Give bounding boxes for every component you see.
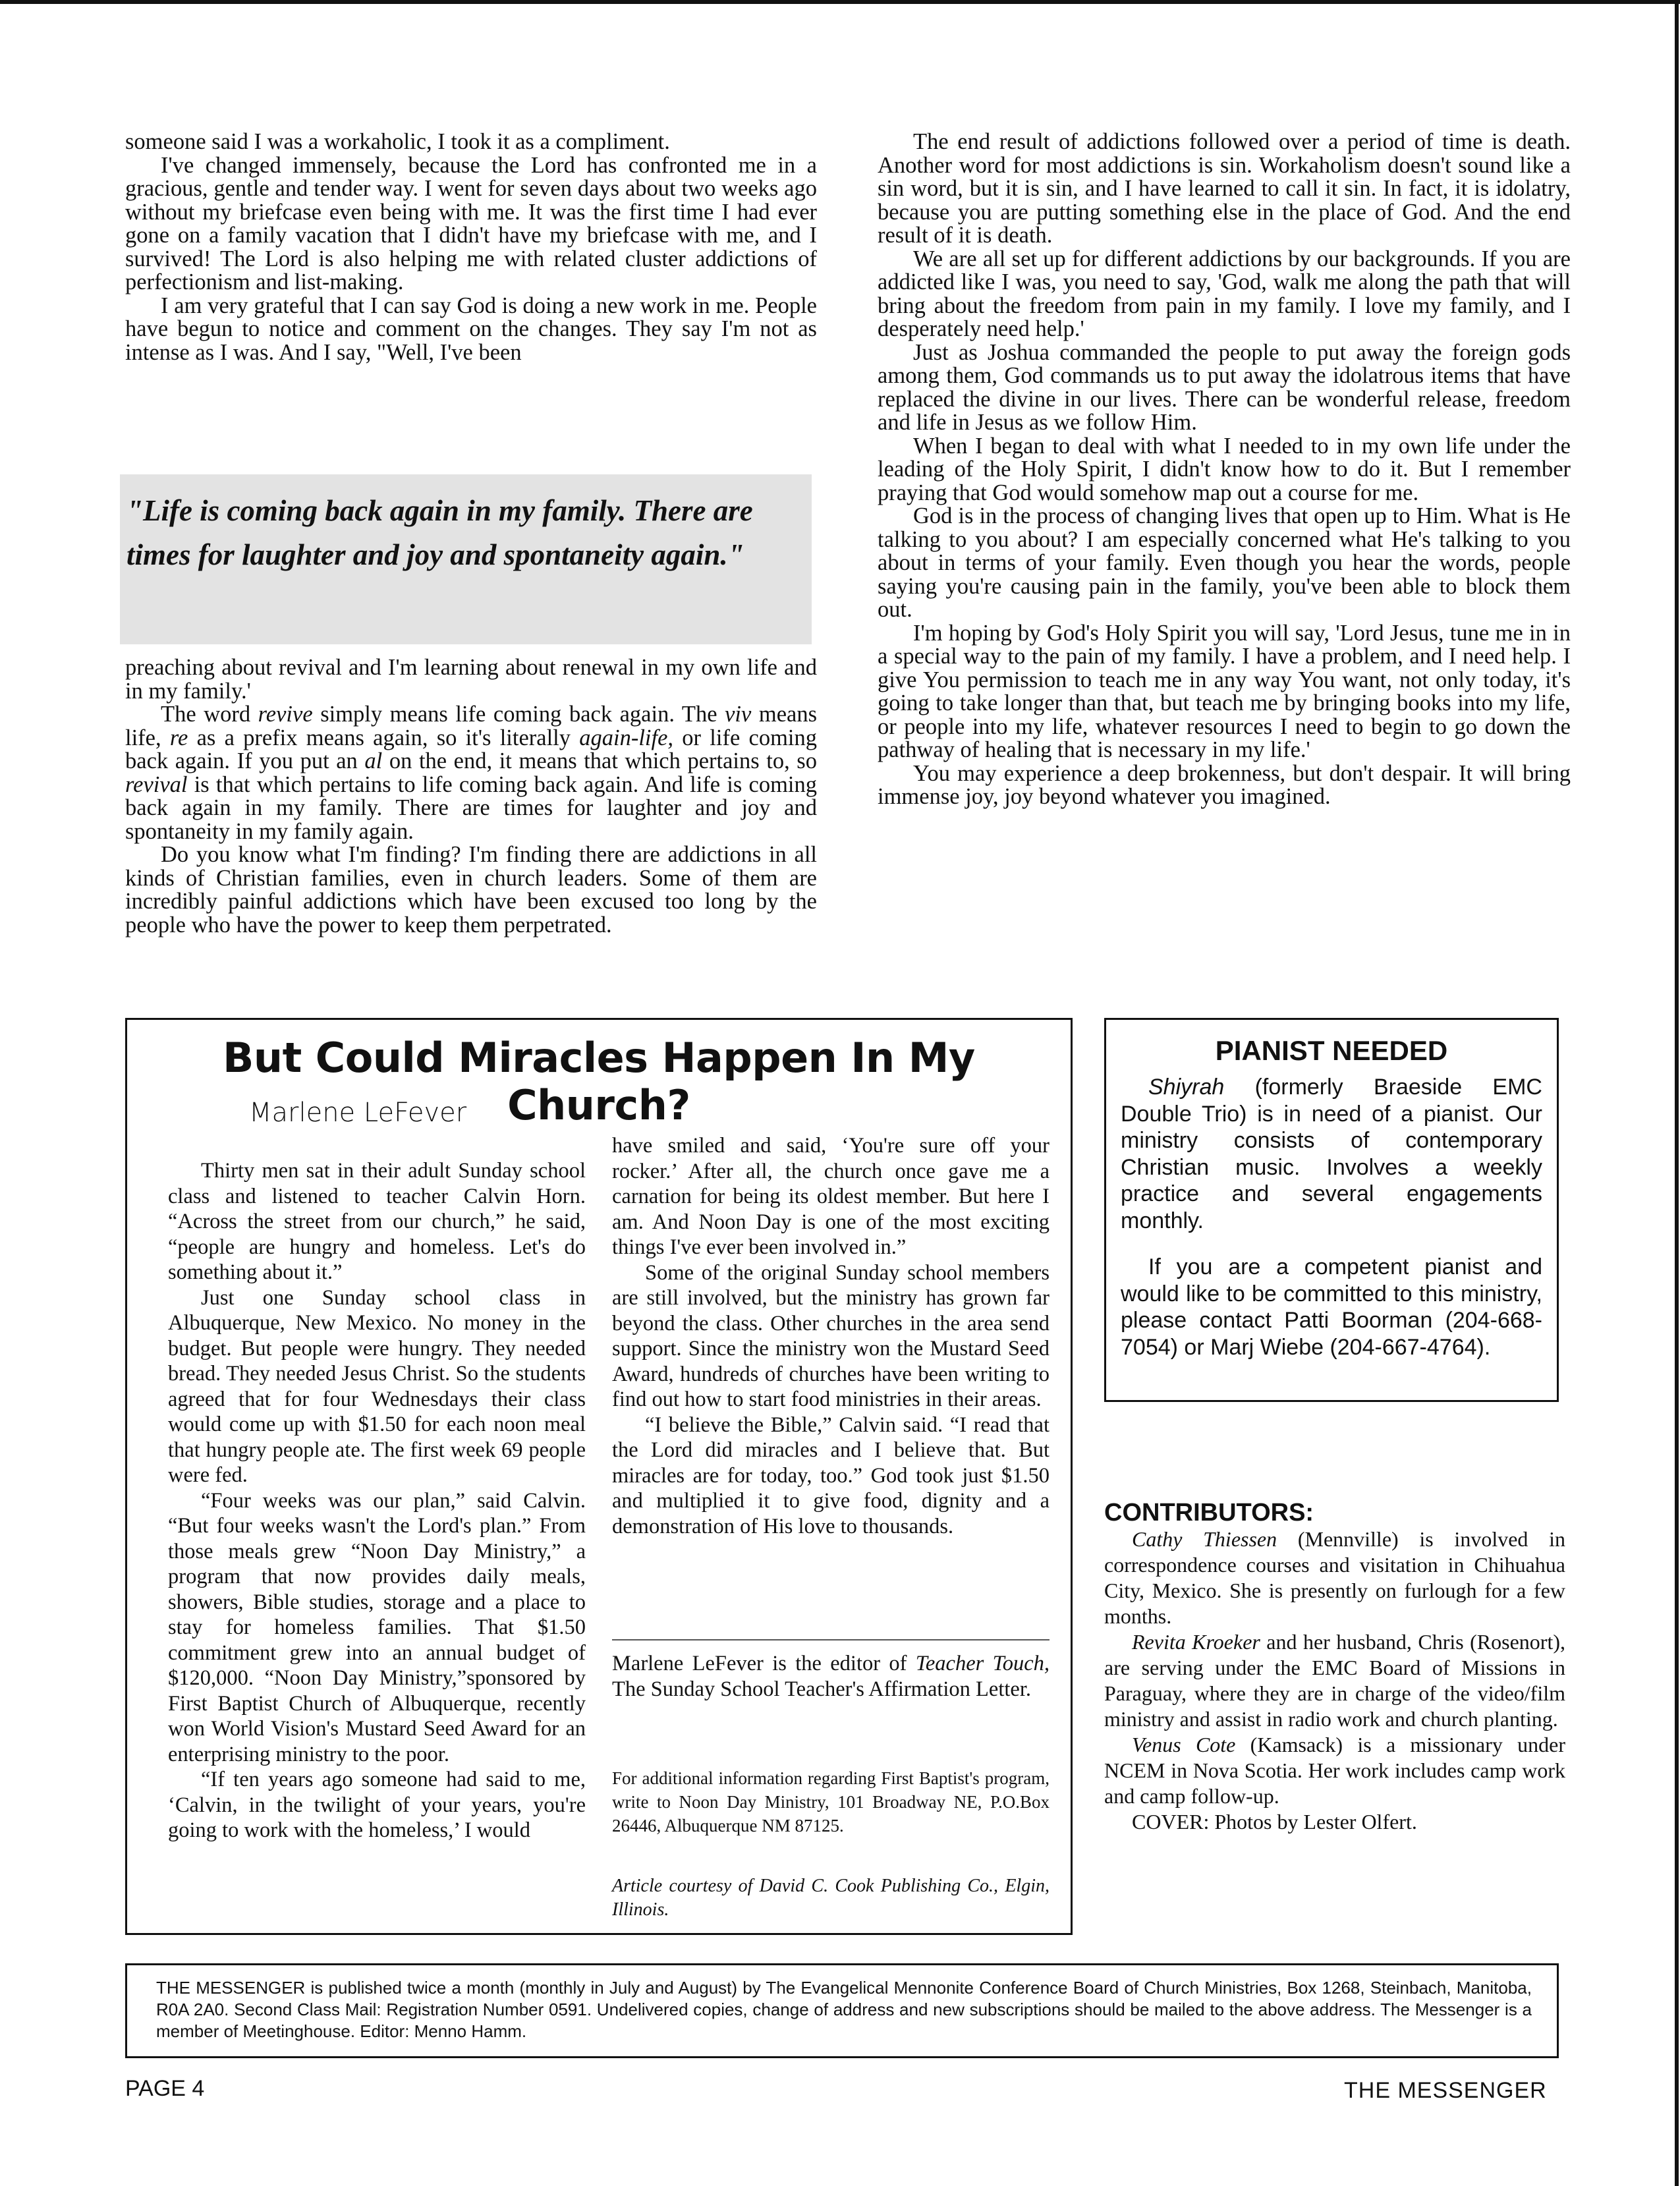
paragraph: I'm hoping by God's Holy Spirit you will say, 'Lord Jesus, tune me in in a special way to the pain of my family. I have a problem, and I need help. I give You permission to teach me in any way You want, not only today, it's going to take longer than that, but teach me by bringing books into my life, or people into my life, whatever resources I need to begin to go down the pathway of healing that is necessary in my life.'	[878, 620, 1571, 762]
page-right-border	[1675, 0, 1679, 2186]
pull-quote	[120, 474, 812, 644]
text-run: al	[364, 748, 383, 773]
text-run: or life coming back again. If you put an	[125, 725, 817, 773]
text-run: re	[169, 725, 188, 750]
text-run: viv	[725, 702, 752, 727]
contributors-section	[1104, 1499, 1565, 1835]
top-article-left-lower	[125, 656, 817, 937]
paragraph: Some of the original Sunday school members are still involved, but the ministry has grown far beyond the class. Other churches in the area send support. Since the ministry won the Mustard Seed Award, hundreds of churches have been writing to find out how to start food ministries in their areas.	[612, 1260, 1050, 1411]
text-run: as a prefix means again, so it's literally	[188, 725, 580, 750]
paragraph: “I believe the Bible,” Calvin said. “I read that the Lord did miracles and I believe that. But miracles are for today, too.” God took just $1.50 and multiplied it to give food, dignity and a demonstration of His love to thousands.	[612, 1413, 1050, 1538]
text-run: Shiyrah	[1148, 1075, 1225, 1100]
paragraph: For additional information regarding First Baptist's program, write to Noon Day Ministry, 101 Broadway NE, P.O.Box 26446, Albuquerque NM 87125.	[612, 1768, 1050, 1836]
paragraph: If you are a competent pianist and would like to be committed to this ministry, please contact Patti Boorman (204-668-7054) or Marj Wiebe (204-667-4764).	[1121, 1254, 1542, 1360]
ad-paragraph	[1121, 1074, 1542, 1234]
paragraph: We are all set up for different addictions by our backgrounds. If you are addicted like I was, you need to say, 'God, walk me along the path that will bring about the freedom from pain in my family. I love my family, and I desperately need help.'	[878, 246, 1571, 341]
paragraph	[125, 703, 817, 843]
text-run: revival	[125, 771, 188, 797]
paragraph: preaching about revival and I'm learning about renewal in my own life and in my family.'	[125, 655, 817, 704]
contributor-text: (Kamsack) is a missionary under NCEM in Nova Scotia. Her work includes camp work and camp follow-up.	[1104, 1733, 1565, 1808]
paragraph	[1121, 1074, 1542, 1234]
article-author: Marlene LeFever	[249, 1098, 467, 1128]
paragraph: I've changed immensely, because the Lord has confronted me in a gracious, gentle and tender way. I went for seven days about two weeks ago without my briefcase even being with me. It was the first time I had ever gone on a family vacation that I didn't have my briefcase with me, and I survived! The Lord is also helping me with related cluster addictions of perfectionism and list-making.	[125, 152, 817, 294]
paragraph: Article courtesy of David C. Cook Publishing Co., Elgin, Illinois.	[612, 1876, 1050, 1920]
paragraph: “If ten years ago someone had said to me, ‘Calvin, in the twilight of your years, you're going to work with the homeless,’ I would	[168, 1768, 586, 1842]
contributor-item	[1104, 1732, 1565, 1809]
text-run: (formerly Braeside EMC Double Trio) is in need of a pianist. Our ministry consists of contemporary Christian music. Involves a weekly practice and several engagements monthly.	[1121, 1075, 1542, 1233]
contributor-name: Revita Kroeker	[1132, 1630, 1260, 1654]
text-run: means life,	[125, 702, 818, 750]
page-number: PAGE 4	[125, 2076, 205, 2101]
paragraph: Just one Sunday school class in Albuquerque, New Mexico. No money in the budget. But people were hungry. They needed bread. They needed Jesus Christ. So the students agreed that for four Wednesdays their class would come up with $1.50 for each noon meal that hungry people ate. The first week 69 people were fed.	[168, 1285, 586, 1487]
publication-name: THE MESSENGER	[1344, 2078, 1547, 2103]
text-run: Teacher Touch,	[915, 1652, 1050, 1675]
divider	[612, 1639, 1050, 1640]
text-run: again-life,	[579, 725, 674, 750]
text-run: The Sunday School Teacher's Affirmation Letter.	[612, 1677, 1031, 1701]
page-top-border	[0, 0, 1680, 4]
contributor-name: Cathy Thiessen	[1132, 1527, 1277, 1551]
pull-quote-text: "Life is coming back again in my family. There are times for laughter and joy and spontaneity again."	[126, 494, 753, 571]
cover-credit: COVER: Photos by Lester Olfert.	[1132, 1810, 1417, 1834]
contributor-text: (Mennville) is involved in correspondence courses and visitation in Chihuahua City, Mexico. She is presently on furlough for a few months.	[1104, 1527, 1566, 1628]
masthead-box	[125, 1963, 1559, 2058]
ad-title: PIANIST NEEDED	[1215, 1035, 1448, 1066]
article-left-column	[168, 1158, 586, 1843]
text-run: revive	[258, 702, 313, 727]
miracles-article-box	[125, 1018, 1073, 1935]
ad-paragraph	[1121, 1254, 1542, 1360]
paragraph: Thirty men sat in their adult Sunday school class and listened to teacher Calvin Horn. “Across the street from our church,” he said, “people are hungry and homeless. Let's do something about it.”	[168, 1159, 586, 1284]
author-bio	[612, 1651, 1050, 1702]
paragraph: Just as Joshua commanded the people to put away the foreign gods among them, God commands us to put away the idolatrous items that have replaced the divine in our lives. There can be wonderful release, freedom and life in Jesus as we follow Him.	[878, 339, 1571, 435]
paragraph: someone said I was a workaholic, I took it as a compliment.	[125, 129, 670, 154]
contributor-item	[1104, 1527, 1565, 1629]
text-run: simply means life coming back again. The	[312, 702, 725, 727]
article-right-column	[612, 1133, 1050, 1539]
contributors-heading: CONTRIBUTORS:	[1104, 1499, 1314, 1527]
contributor-text: and her husband, Chris (Rosenort), are serving under the EMC Board of Missions in Paraguay, where they are in charge of the video/film ministry and assist in radio work and church planting.	[1104, 1630, 1566, 1731]
paragraph: I am very grateful that I can say God is doing a new work in me. People have begun to notice and comment on the changes. They say I'm not as intense as I was. And I say, "Well, I've been	[125, 293, 817, 365]
top-article-right-column	[878, 130, 1571, 809]
masthead-text: THE MESSENGER is published twice a month (monthly in July and August) by The Evangelical Mennonite Conference Board of Church Ministries, Box 1268, Steinbach, Manitoba, R0A 2A0. Second Class Mail: Registration Number 0591. Undelivered copies, change of address and new subscriptions should be mailed to the above address. The Messenger is a member of Meetinghouse. Editor: Menno Hamm.	[156, 1978, 1532, 2041]
paragraph: You may experience a deep brokenness, but don't despair. It will bring immense joy, joy beyond whatever you imagined.	[878, 760, 1571, 809]
paragraph: “Four weeks was our plan,” said Calvin. “But four weeks wasn't the Lord's plan.” From those meals grew “Noon Day Ministry,” a program that now provides daily meals, showers, Bible studies, storage and a place to stay for homeless families. That $1.50 commitment grew into an annual budget of $120,000. “Noon Day Ministry,”sponsored by First Baptist Church of Albuquerque, recently won World Vision's Mustard Seed Award for an enterprising ministry to the poor.	[168, 1488, 586, 1766]
text-run: The word	[161, 702, 258, 727]
additional-info	[612, 1766, 1050, 1837]
paragraph: God is in the process of changing lives that open up to Him. What is He talking to you about? I am especially concerned what He's talking to you about in terms of your family. Even though you hear the words, people saying you're causing pain in the family, you've been able to block them out.	[878, 503, 1571, 622]
contributor-name: Venus Cote	[1132, 1733, 1236, 1756]
top-article-left-upper	[125, 130, 817, 364]
paragraph: have smiled and said, ‘You're sure off your rocker.’ After all, the church once gave me a carnation for being its oldest member. But here I am. And Noon Day is one of the most exciting things I've ever been involved in.”	[612, 1134, 1050, 1259]
text-run: is that which pertains to life coming back again. And life is coming back again in my family. There are times for laughter and joy and spontaneity in my family again.	[125, 771, 817, 844]
article-credit	[612, 1874, 1050, 1922]
article-title: But Could Miracles Happen In My Church?	[223, 1034, 975, 1129]
paragraph: The end result of addictions followed over a period of time is death. Another word for most addictions is sin. Workaholism doesn't sound like a sin word, but it is sin, and I have learned to call it sin. In fact, it is idolatry, because you are putting something else in the place of God. And the end result of it is death.	[878, 129, 1571, 248]
contributor-item	[1104, 1629, 1565, 1732]
text-run: Marlene LeFever is the editor of	[612, 1652, 916, 1675]
paragraph: Do you know what I'm finding? I'm finding there are addictions in all kinds of Christian families, even in church leaders. Some of them are incredibly painful addictions which have been excused too long by the people who have the power to keep them perpetrated.	[125, 842, 817, 938]
text-run: on the end, it means that which pertains to, so	[382, 748, 817, 773]
paragraph: When I began to deal with what I needed to in my own life under the leading of the Holy Spirit, I didn't know how to do it. But I remember praying that God would somehow map out a course for me.	[878, 433, 1571, 505]
paragraph	[612, 1651, 1050, 1702]
pianist-ad-box	[1104, 1018, 1559, 1402]
